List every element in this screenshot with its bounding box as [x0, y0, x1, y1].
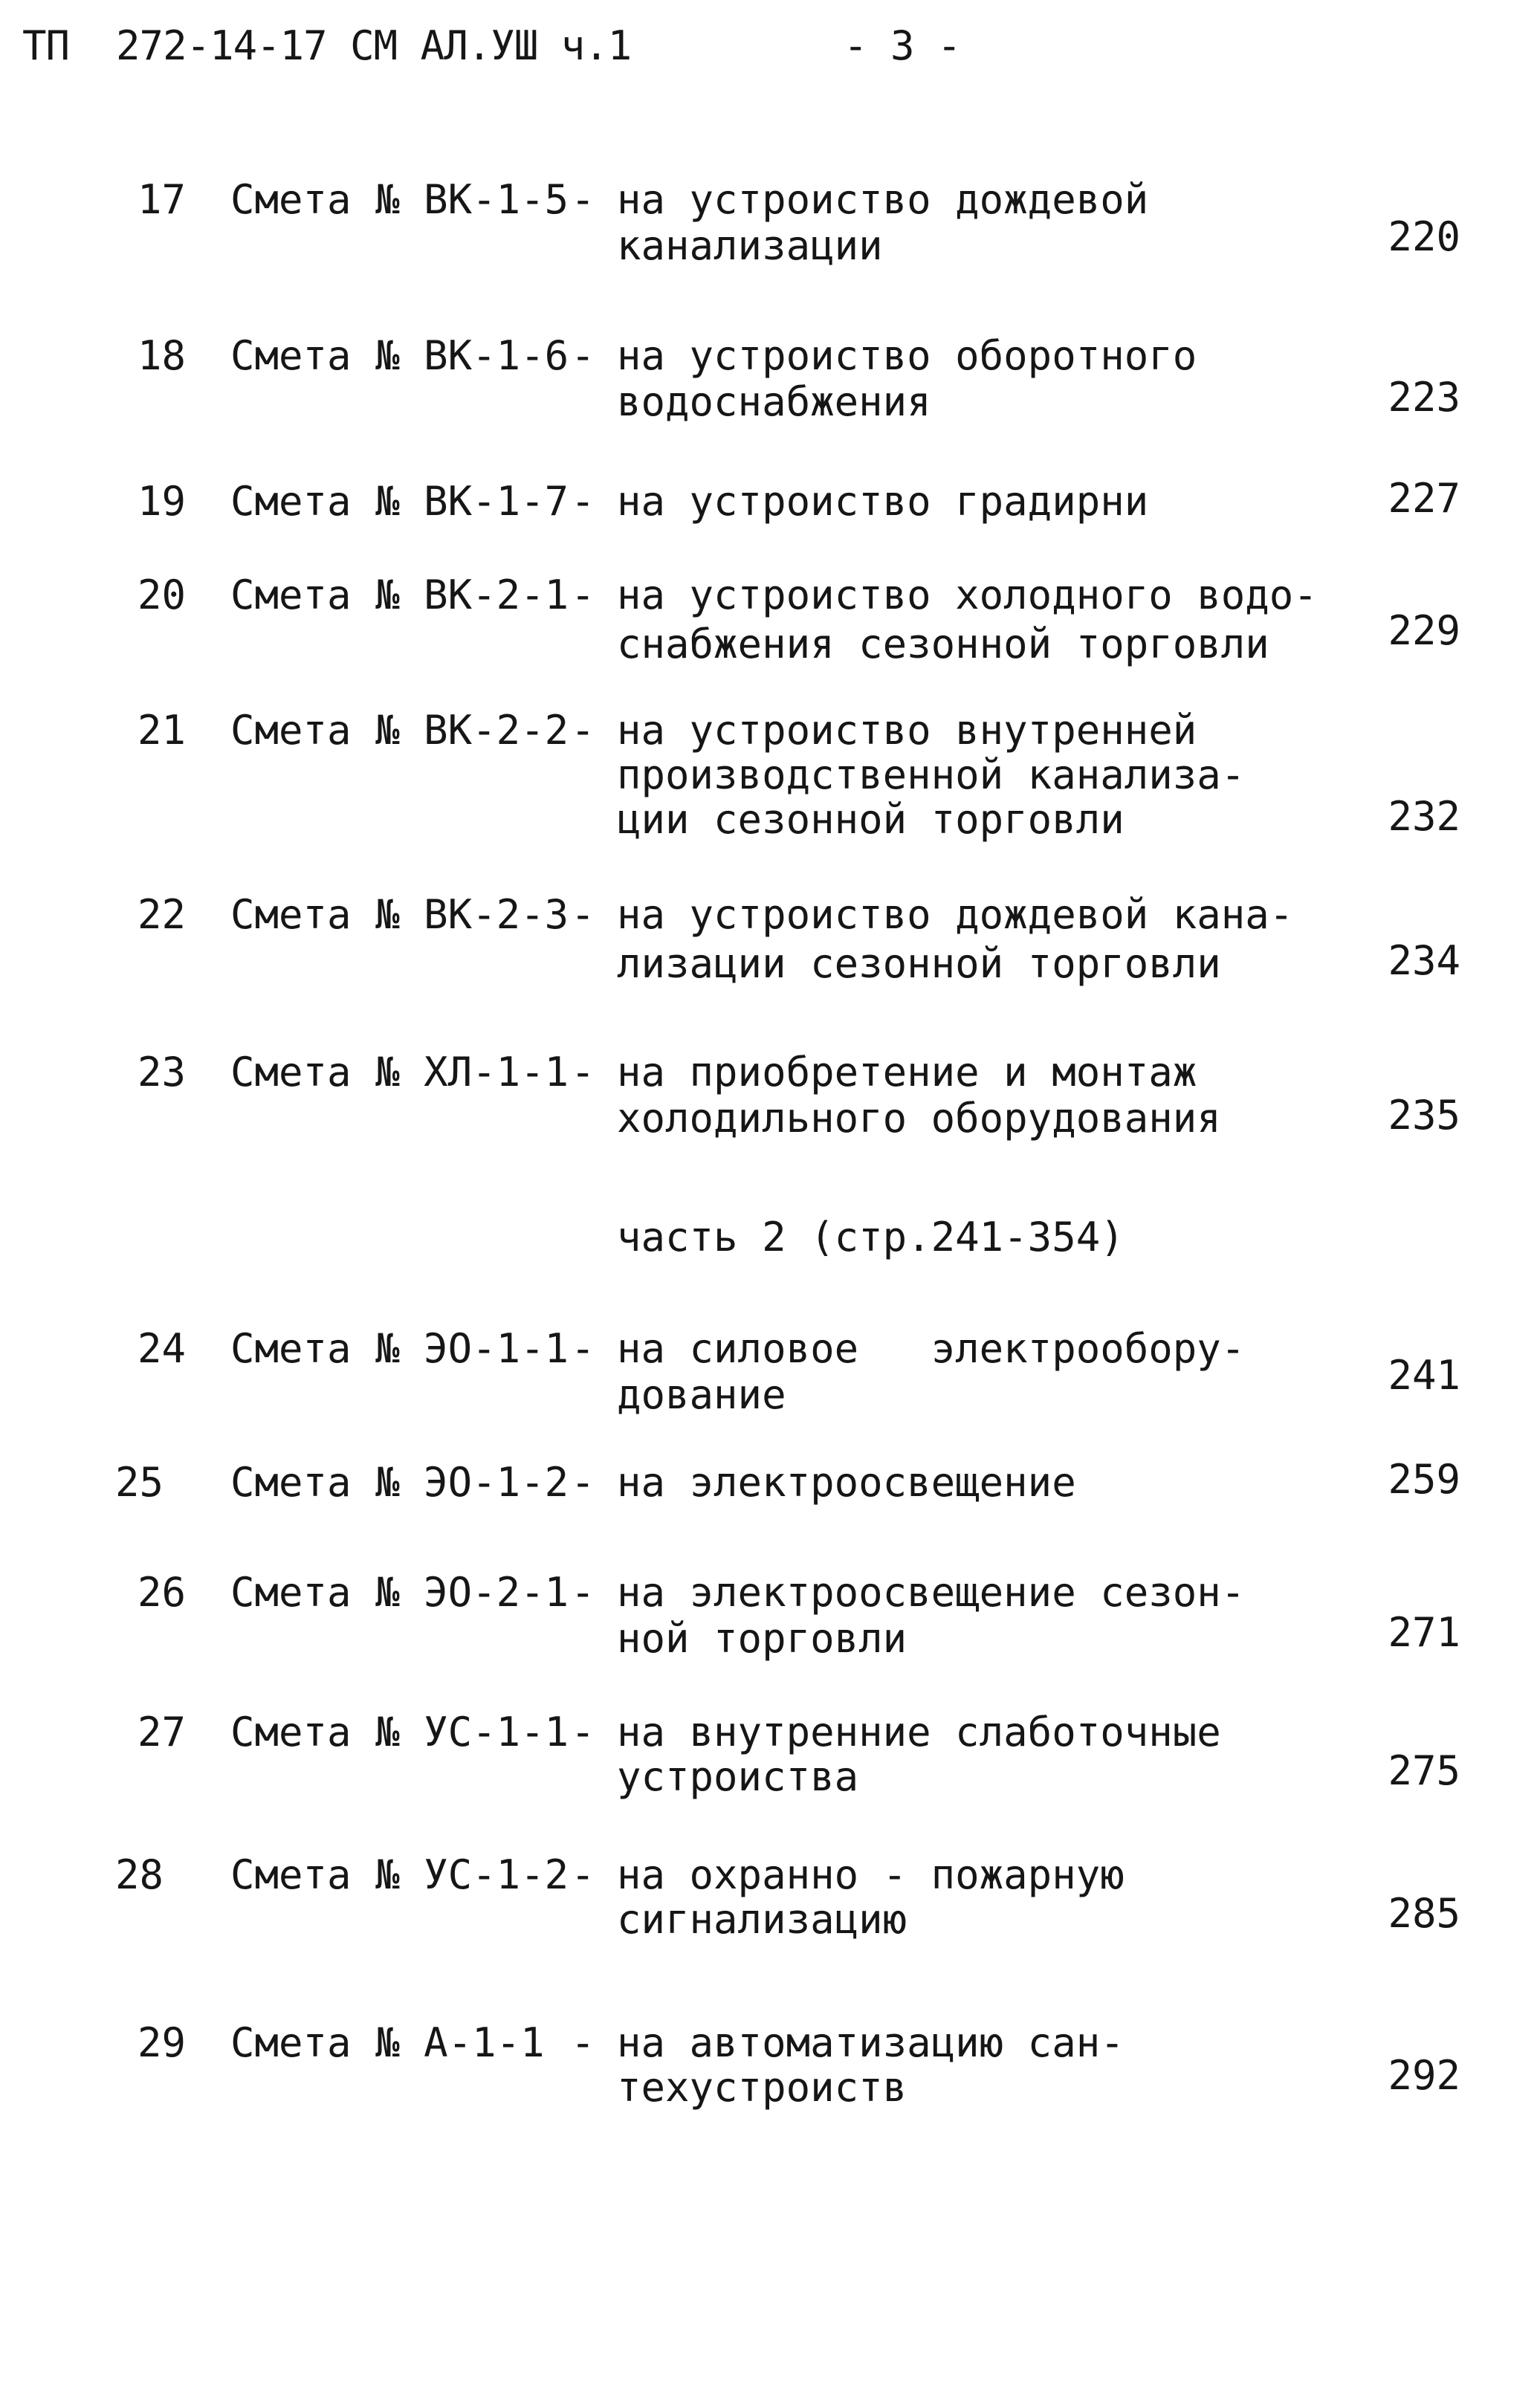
- entry-page: 275: [1388, 1747, 1460, 1794]
- entry-dash: -: [571, 478, 595, 525]
- estimate-id: Смета № ВК-2-1: [230, 572, 569, 618]
- entry-description-line: на устроиство градирни: [617, 478, 1149, 525]
- entry-description-line: на устроиство холодного водо-: [617, 572, 1318, 618]
- entry-page: 285: [1388, 1890, 1460, 1937]
- entry-page: 232: [1388, 793, 1460, 840]
- estimate-id: Смета № ВК-1-7: [230, 478, 569, 525]
- estimate-id: Смета № УС-1-1: [230, 1709, 569, 1755]
- entry-number: 21: [137, 707, 187, 754]
- entry-description-line: ции сезонной торговли: [617, 796, 1125, 843]
- entry-description-line: на устроиство внутренней: [617, 707, 1197, 754]
- entry-description-line: на охранно - пожарную: [617, 1851, 1125, 1898]
- entry-number: 27: [137, 1709, 187, 1755]
- entry-description-line: водоснабжения: [617, 378, 931, 425]
- document-code: ТП 272-14-17 СМ АЛ.УШ ч.1: [22, 22, 632, 69]
- entry-dash: -: [571, 2019, 595, 2066]
- entry-description-line: производственной канализа-: [617, 751, 1246, 798]
- entry-number: 28: [115, 1851, 164, 1898]
- entry-number: 24: [137, 1325, 187, 1372]
- estimate-id: Смета № А-1-1: [230, 2019, 545, 2066]
- entry-description-line: канализации: [617, 222, 883, 269]
- entry-page: 259: [1388, 1456, 1460, 1503]
- entry-page: 235: [1388, 1092, 1460, 1139]
- entry-number: 29: [137, 2019, 187, 2066]
- entry-page: 229: [1388, 607, 1460, 654]
- entry-dash: -: [571, 1709, 595, 1755]
- entry-number: 22: [137, 891, 187, 938]
- entry-description-line: техустроиств: [617, 2064, 907, 2111]
- entry-dash: -: [571, 176, 595, 223]
- entry-description-line: на приобретение и монтаж: [617, 1049, 1197, 1095]
- entry-description-line: ной торговли: [617, 1615, 907, 1662]
- section-heading-part-2: часть 2 (стр.241-354): [617, 1214, 1125, 1260]
- entry-number: 26: [137, 1569, 187, 1616]
- entry-number: 19: [137, 478, 187, 525]
- entry-description-line: сигнализацию: [617, 1896, 907, 1943]
- entry-description-line: дование: [617, 1371, 786, 1418]
- estimate-id: Смета № УС-1-2: [230, 1851, 569, 1898]
- entry-page: 220: [1388, 213, 1460, 260]
- entry-dash: -: [571, 707, 595, 754]
- entry-dash: -: [571, 1459, 595, 1506]
- entry-page: 223: [1388, 374, 1460, 421]
- estimate-id: Смета № ВК-2-3: [230, 891, 569, 938]
- estimate-id: Смета № ЭО-1-2: [230, 1459, 569, 1506]
- entry-page: 292: [1388, 2052, 1460, 2099]
- entry-number: 20: [137, 572, 187, 618]
- entry-description-line: снабжения сезонной торговли: [617, 621, 1269, 667]
- entry-description-line: холодильного оборудования: [617, 1095, 1221, 1142]
- entry-dash: -: [571, 891, 595, 938]
- estimate-id: Смета № ЭО-2-1: [230, 1569, 569, 1616]
- entry-page: 241: [1388, 1352, 1460, 1399]
- entry-description-line: на внутренние слаботочные: [617, 1709, 1221, 1755]
- entry-number: 23: [137, 1049, 187, 1095]
- estimate-id: Смета № ВК-2-2: [230, 707, 569, 754]
- entry-number: 25: [115, 1459, 164, 1506]
- entry-description-line: на устроиство дождевой кана-: [617, 891, 1294, 938]
- entry-description-line: на электроосвещение сезон-: [617, 1569, 1246, 1616]
- entry-number: 17: [137, 176, 187, 223]
- entry-description-line: на электроосвещение: [617, 1459, 1076, 1506]
- estimate-id: Смета № ВК-1-5: [230, 176, 569, 223]
- entry-description-line: на устроиство дождевой: [617, 176, 1149, 223]
- entry-page: 271: [1388, 1609, 1460, 1656]
- entry-description-line: лизации сезонной торговли: [617, 940, 1221, 987]
- entry-description-line: на автоматизацию сан-: [617, 2019, 1125, 2066]
- page-number: - 3 -: [844, 22, 961, 69]
- entry-number: 18: [137, 332, 187, 379]
- estimate-id: Смета № ВК-1-6: [230, 332, 569, 379]
- entry-description-line: на силовое электрообору-: [617, 1325, 1246, 1372]
- entry-description-line: устроиства: [617, 1753, 859, 1800]
- estimate-id: Смета № ХЛ-1-1: [230, 1049, 569, 1095]
- entry-dash: -: [571, 1569, 595, 1616]
- entry-dash: -: [571, 1325, 595, 1372]
- entry-page: 234: [1388, 937, 1460, 984]
- entry-dash: -: [571, 572, 595, 618]
- entry-page: 227: [1388, 475, 1460, 522]
- entry-dash: -: [571, 332, 595, 379]
- entry-dash: -: [571, 1851, 595, 1898]
- estimate-id: Смета № ЭО-1-1: [230, 1325, 569, 1372]
- entry-description-line: на устроиство оборотного: [617, 332, 1197, 379]
- entry-dash: -: [571, 1049, 595, 1095]
